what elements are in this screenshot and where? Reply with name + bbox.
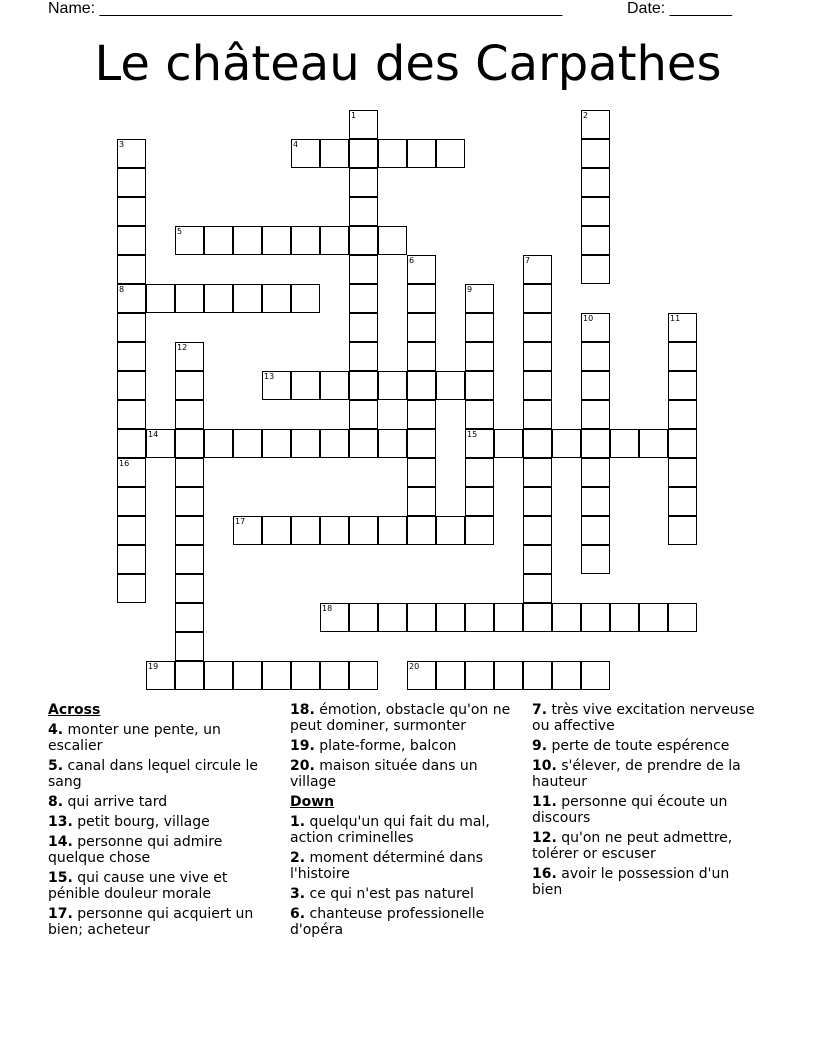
grid-cell[interactable] bbox=[552, 429, 581, 458]
grid-cell[interactable] bbox=[175, 545, 204, 574]
clue-number: 16 bbox=[119, 459, 130, 468]
clue-number: 18 bbox=[322, 604, 333, 613]
grid-cell[interactable] bbox=[349, 400, 378, 429]
grid-cell[interactable] bbox=[523, 458, 552, 487]
grid-cell[interactable] bbox=[668, 487, 697, 516]
grid-cell[interactable] bbox=[175, 400, 204, 429]
grid-cell[interactable] bbox=[523, 400, 552, 429]
grid-cell[interactable] bbox=[523, 574, 552, 603]
grid-cell[interactable] bbox=[349, 313, 378, 342]
grid-cell[interactable] bbox=[407, 603, 436, 632]
clue-across-14: 14. personne qui admire quelque chose bbox=[48, 834, 223, 866]
grid-cell[interactable] bbox=[349, 371, 378, 400]
grid-cell[interactable] bbox=[436, 603, 465, 632]
grid-cell[interactable] bbox=[465, 342, 494, 371]
grid-cell[interactable] bbox=[523, 487, 552, 516]
grid-cell[interactable] bbox=[291, 139, 320, 168]
grid-cell[interactable] bbox=[291, 516, 320, 545]
clue-column-1 bbox=[48, 702, 278, 942]
clue-number: 2 bbox=[583, 111, 589, 120]
clue-down-1: 1. quelqu'un qui fait du mal, action criminelles bbox=[290, 814, 490, 846]
grid-cell[interactable] bbox=[523, 545, 552, 574]
grid-cell[interactable] bbox=[349, 110, 378, 139]
clue-across-17: 17. personne qui acquiert un bien; acheteur bbox=[48, 906, 254, 938]
grid-cell[interactable] bbox=[117, 371, 146, 400]
clue-number: 19 bbox=[148, 662, 159, 671]
grid-cell[interactable] bbox=[465, 284, 494, 313]
clue-number: 1 bbox=[351, 111, 357, 120]
grid-cell[interactable] bbox=[320, 139, 349, 168]
grid-cell[interactable] bbox=[436, 139, 465, 168]
clue-across-19: 19. plate-forme, balcon bbox=[290, 738, 457, 754]
grid-cell[interactable] bbox=[581, 139, 610, 168]
grid-cell[interactable] bbox=[407, 371, 436, 400]
grid-cell[interactable] bbox=[436, 661, 465, 690]
grid-cell[interactable] bbox=[581, 255, 610, 284]
grid-cell[interactable] bbox=[233, 516, 262, 545]
grid-cell[interactable] bbox=[262, 226, 291, 255]
grid-cell[interactable] bbox=[233, 226, 262, 255]
grid-cell[interactable] bbox=[349, 661, 378, 690]
grid-cell[interactable] bbox=[117, 487, 146, 516]
grid-cell[interactable] bbox=[349, 197, 378, 226]
clue-number: 11 bbox=[670, 314, 681, 323]
grid-cell[interactable] bbox=[552, 661, 581, 690]
grid-cell[interactable] bbox=[668, 342, 697, 371]
grid-cell[interactable] bbox=[523, 603, 552, 632]
grid-cell[interactable] bbox=[407, 429, 436, 458]
grid-cell[interactable] bbox=[117, 400, 146, 429]
grid-cell[interactable] bbox=[523, 255, 552, 284]
grid-cell[interactable] bbox=[175, 487, 204, 516]
grid-cell[interactable] bbox=[581, 458, 610, 487]
grid-cell[interactable] bbox=[581, 342, 610, 371]
clue-down-11: 11. personne qui écoute un discours bbox=[532, 794, 728, 826]
grid-cell[interactable] bbox=[291, 284, 320, 313]
grid-cell[interactable] bbox=[581, 226, 610, 255]
clue-number: 13 bbox=[264, 372, 275, 381]
grid-cell[interactable] bbox=[407, 342, 436, 371]
grid-cell[interactable] bbox=[204, 226, 233, 255]
grid-cell[interactable] bbox=[233, 661, 262, 690]
grid-cell[interactable] bbox=[465, 313, 494, 342]
grid-cell[interactable] bbox=[291, 226, 320, 255]
grid-cell[interactable] bbox=[349, 516, 378, 545]
grid-cell[interactable] bbox=[117, 313, 146, 342]
grid-cell[interactable] bbox=[320, 429, 349, 458]
grid-cell[interactable] bbox=[262, 429, 291, 458]
grid-cell[interactable] bbox=[117, 342, 146, 371]
grid-cell[interactable] bbox=[523, 661, 552, 690]
grid-cell[interactable] bbox=[407, 284, 436, 313]
clue-across-20: 20. maison située dans un village bbox=[290, 758, 478, 790]
grid-cell[interactable] bbox=[320, 661, 349, 690]
grid-cell[interactable] bbox=[523, 313, 552, 342]
grid-cell[interactable] bbox=[320, 516, 349, 545]
grid-cell[interactable] bbox=[581, 400, 610, 429]
grid-cell[interactable] bbox=[175, 284, 204, 313]
clue-down-6: 6. chanteuse professionelle d'opéra bbox=[290, 906, 485, 938]
grid-cell[interactable] bbox=[117, 284, 146, 313]
grid-cell[interactable] bbox=[407, 487, 436, 516]
grid-cell[interactable] bbox=[175, 516, 204, 545]
clue-across-13: 13. petit bourg, village bbox=[48, 814, 210, 830]
clue-number: 14 bbox=[148, 430, 159, 439]
grid-cell[interactable] bbox=[407, 255, 436, 284]
grid-cell[interactable] bbox=[494, 661, 523, 690]
grid-cell[interactable] bbox=[117, 458, 146, 487]
grid-cell[interactable] bbox=[639, 603, 668, 632]
grid-cell[interactable] bbox=[523, 371, 552, 400]
grid-cell[interactable] bbox=[117, 197, 146, 226]
grid-cell[interactable] bbox=[407, 516, 436, 545]
clue-down-9: 9. perte de toute espérence bbox=[532, 738, 730, 754]
grid-cell[interactable] bbox=[349, 284, 378, 313]
grid-cell[interactable] bbox=[117, 255, 146, 284]
grid-cell[interactable] bbox=[117, 516, 146, 545]
grid-cell[interactable] bbox=[262, 371, 291, 400]
grid-cell[interactable] bbox=[465, 458, 494, 487]
grid-cell[interactable] bbox=[378, 516, 407, 545]
grid-cell[interactable] bbox=[668, 400, 697, 429]
grid-cell[interactable] bbox=[465, 603, 494, 632]
grid-cell[interactable] bbox=[349, 603, 378, 632]
grid-cell[interactable] bbox=[204, 284, 233, 313]
grid-cell[interactable] bbox=[523, 429, 552, 458]
grid-cell[interactable] bbox=[581, 661, 610, 690]
grid-cell[interactable] bbox=[233, 429, 262, 458]
clue-column-2 bbox=[290, 702, 520, 942]
grid-cell[interactable] bbox=[523, 342, 552, 371]
grid-cell[interactable] bbox=[581, 313, 610, 342]
grid-cell[interactable] bbox=[117, 545, 146, 574]
grid-cell[interactable] bbox=[117, 168, 146, 197]
grid-cell[interactable] bbox=[436, 371, 465, 400]
clue-number: 15 bbox=[467, 430, 478, 439]
grid-cell[interactable] bbox=[146, 661, 175, 690]
grid-cell[interactable] bbox=[146, 284, 175, 313]
grid-cell[interactable] bbox=[610, 603, 639, 632]
across-heading: Across bbox=[48, 702, 101, 718]
grid-cell[interactable] bbox=[668, 458, 697, 487]
grid-cell[interactable] bbox=[349, 342, 378, 371]
grid-cell[interactable] bbox=[233, 284, 262, 313]
grid-cell[interactable] bbox=[465, 487, 494, 516]
grid-cell[interactable] bbox=[349, 255, 378, 284]
grid-cell[interactable] bbox=[175, 429, 204, 458]
grid-cell[interactable] bbox=[668, 313, 697, 342]
clue-across-4: 4. monter une pente, un escalier bbox=[48, 722, 221, 754]
grid-cell[interactable] bbox=[378, 603, 407, 632]
grid-cell[interactable] bbox=[378, 429, 407, 458]
grid-cell[interactable] bbox=[465, 371, 494, 400]
clue-number: 7 bbox=[525, 256, 531, 265]
grid-cell[interactable] bbox=[407, 400, 436, 429]
grid-cell[interactable] bbox=[175, 661, 204, 690]
grid-cell[interactable] bbox=[465, 661, 494, 690]
grid-cell[interactable] bbox=[320, 371, 349, 400]
clue-number: 20 bbox=[409, 662, 420, 671]
grid-cell[interactable] bbox=[175, 632, 204, 661]
clue-down-7: 7. très vive excitation nerveuse ou affective bbox=[532, 702, 755, 734]
grid-cell[interactable] bbox=[407, 458, 436, 487]
clue-number: 17 bbox=[235, 517, 246, 526]
grid-cell[interactable] bbox=[117, 429, 146, 458]
grid-cell[interactable] bbox=[175, 574, 204, 603]
grid-cell[interactable] bbox=[204, 429, 233, 458]
grid-cell[interactable] bbox=[668, 429, 697, 458]
grid-cell[interactable] bbox=[262, 661, 291, 690]
grid-cell[interactable] bbox=[175, 342, 204, 371]
grid-cell[interactable] bbox=[581, 487, 610, 516]
grid-cell[interactable] bbox=[175, 603, 204, 632]
grid-cell[interactable] bbox=[610, 429, 639, 458]
grid-cell[interactable] bbox=[465, 400, 494, 429]
clue-number: 12 bbox=[177, 343, 188, 352]
grid-cell[interactable] bbox=[581, 545, 610, 574]
clue-number: 9 bbox=[467, 285, 473, 294]
grid-cell[interactable] bbox=[117, 574, 146, 603]
grid-cell[interactable] bbox=[291, 661, 320, 690]
grid-cell[interactable] bbox=[465, 429, 494, 458]
grid-cell[interactable] bbox=[494, 603, 523, 632]
grid-cell[interactable] bbox=[262, 516, 291, 545]
grid-cell[interactable] bbox=[581, 197, 610, 226]
name-field[interactable]: Name: ____________________________________________________ bbox=[48, 0, 563, 17]
clue-across-5: 5. canal dans lequel circule le sang bbox=[48, 758, 258, 790]
grid-cell[interactable] bbox=[378, 139, 407, 168]
grid-cell[interactable] bbox=[407, 661, 436, 690]
grid-cell[interactable] bbox=[291, 429, 320, 458]
grid-cell[interactable] bbox=[668, 371, 697, 400]
clue-column-3 bbox=[532, 702, 762, 902]
clue-across-8: 8. qui arrive tard bbox=[48, 794, 168, 810]
grid-cell[interactable] bbox=[320, 603, 349, 632]
clue-number: 3 bbox=[119, 140, 125, 149]
grid-cell[interactable] bbox=[436, 516, 465, 545]
grid-cell[interactable] bbox=[581, 168, 610, 197]
grid-cell[interactable] bbox=[639, 429, 668, 458]
grid-cell[interactable] bbox=[465, 516, 494, 545]
grid-cell[interactable] bbox=[146, 429, 175, 458]
grid-cell[interactable] bbox=[552, 603, 581, 632]
grid-cell[interactable] bbox=[320, 226, 349, 255]
clue-down-3: 3. ce qui n'est pas naturel bbox=[290, 886, 474, 902]
grid-cell[interactable] bbox=[378, 371, 407, 400]
grid-cell[interactable] bbox=[175, 226, 204, 255]
grid-cell[interactable] bbox=[117, 226, 146, 255]
grid-cell[interactable] bbox=[668, 516, 697, 545]
clue-across-18: 18. émotion, obstacle qu'on ne peut dominer, surmonter bbox=[290, 702, 511, 734]
clue-down-12: 12. qu'on ne peut admettre, tolérer or escuser bbox=[532, 830, 733, 862]
clue-number: 6 bbox=[409, 256, 415, 265]
grid-cell[interactable] bbox=[407, 139, 436, 168]
clue-down-10: 10. s'élever, de prendre de la hauteur bbox=[532, 758, 741, 790]
clue-down-16: 16. avoir le possession d'un bien bbox=[532, 866, 730, 898]
grid-cell[interactable] bbox=[175, 458, 204, 487]
clue-across-15: 15. qui cause une vive et pénible douleur morale bbox=[48, 870, 228, 902]
grid-cell[interactable] bbox=[581, 371, 610, 400]
grid-cell[interactable] bbox=[349, 429, 378, 458]
grid-cell[interactable] bbox=[668, 603, 697, 632]
grid-cell[interactable] bbox=[581, 110, 610, 139]
grid-cell[interactable] bbox=[581, 516, 610, 545]
grid-cell[interactable] bbox=[581, 603, 610, 632]
grid-cell[interactable] bbox=[349, 168, 378, 197]
grid-cell[interactable] bbox=[117, 139, 146, 168]
grid-cell[interactable] bbox=[494, 429, 523, 458]
grid-cell[interactable] bbox=[523, 284, 552, 313]
grid-cell[interactable] bbox=[204, 661, 233, 690]
clue-number: 5 bbox=[177, 227, 183, 236]
grid-cell[interactable] bbox=[175, 371, 204, 400]
clue-number: 10 bbox=[583, 314, 594, 323]
grid-cell[interactable] bbox=[523, 516, 552, 545]
clue-number: 4 bbox=[293, 140, 299, 149]
grid-cell[interactable] bbox=[378, 226, 407, 255]
grid-cell[interactable] bbox=[349, 226, 378, 255]
grid-cell[interactable] bbox=[262, 284, 291, 313]
grid-cell[interactable] bbox=[291, 371, 320, 400]
grid-cell[interactable] bbox=[581, 429, 610, 458]
grid-cell[interactable] bbox=[407, 313, 436, 342]
clue-number: 8 bbox=[119, 285, 125, 294]
grid-cell[interactable] bbox=[349, 139, 378, 168]
puzzle-title: Le château des Carpathes bbox=[94, 36, 722, 92]
date-field[interactable]: Date: _______ bbox=[627, 0, 732, 17]
clue-down-2: 2. moment déterminé dans l'histoire bbox=[290, 850, 483, 882]
down-heading: Down bbox=[290, 794, 335, 810]
